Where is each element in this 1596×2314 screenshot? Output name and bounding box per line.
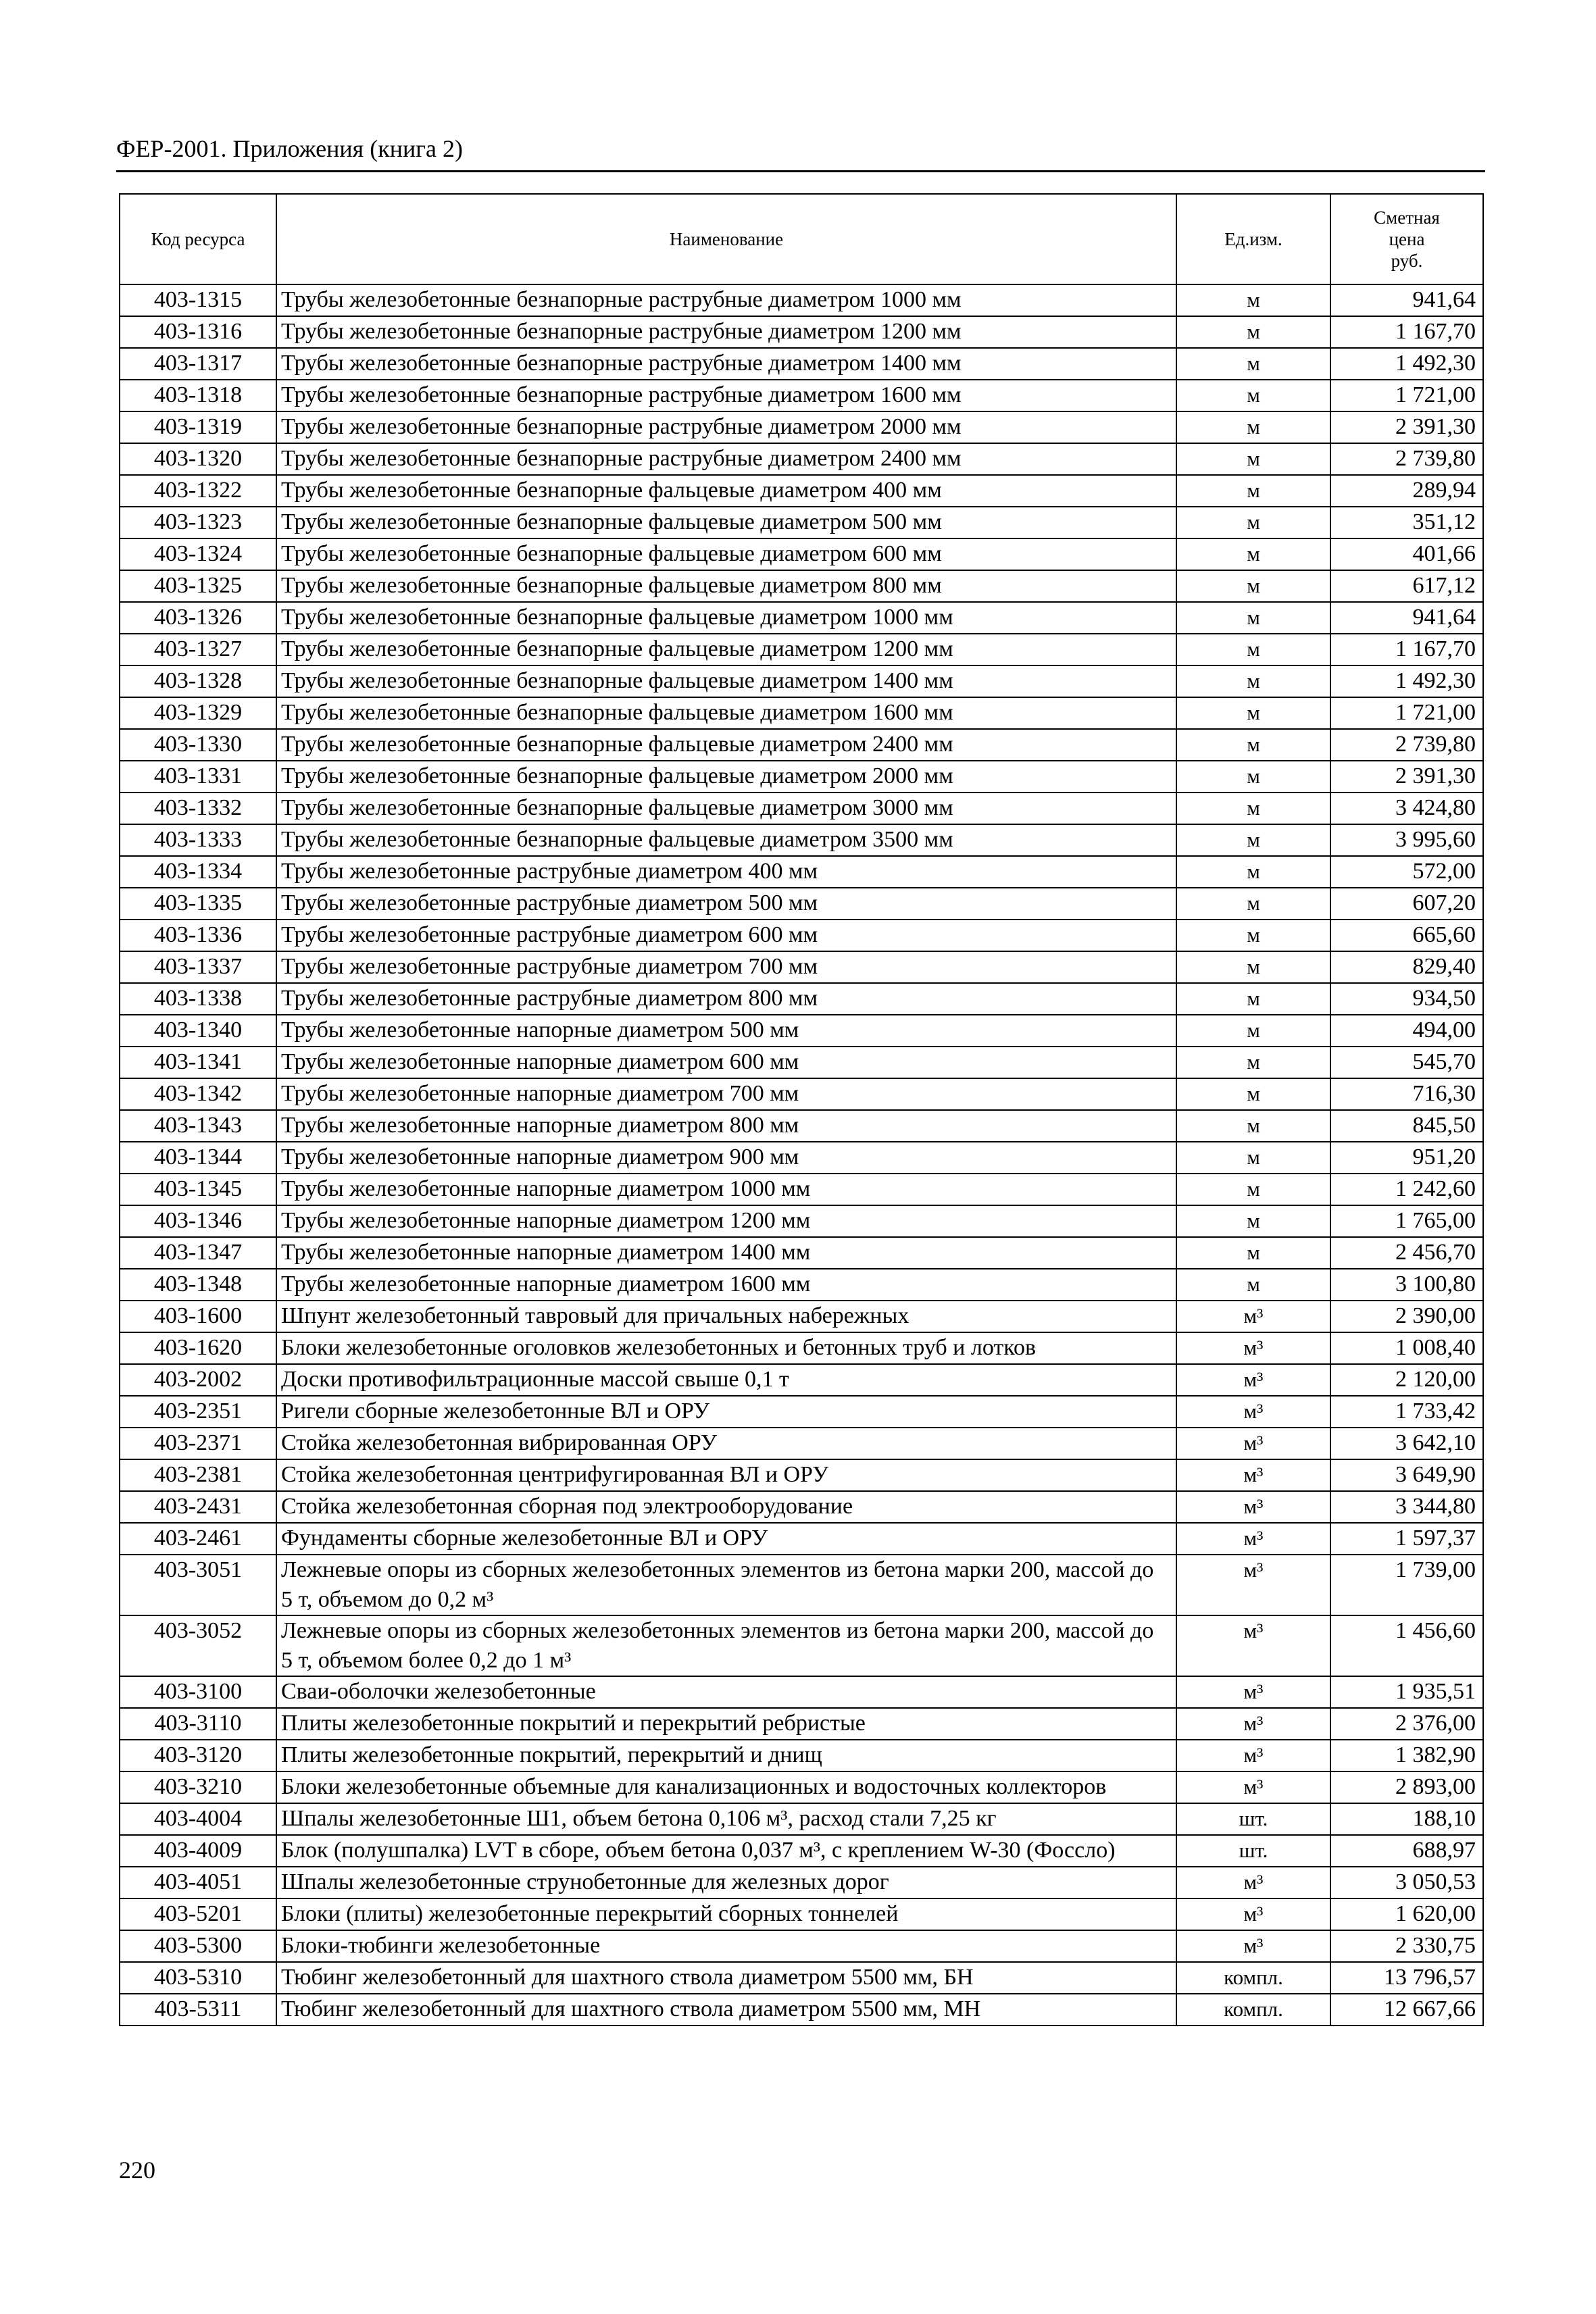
table-row <box>120 1174 1483 1205</box>
table-row <box>120 1364 1483 1396</box>
price-cell: 617,12 <box>1330 570 1483 602</box>
resource-name-cell: Лежневые опоры из сборных железобетонных элементов из бетона марки 200, массой до 5 т, объемом более 0,2 до 1 м³ <box>276 1615 1176 1676</box>
unit-cell: м <box>1176 1269 1330 1301</box>
price-cell: 3 344,80 <box>1330 1491 1483 1523</box>
price-cell: 1 620,00 <box>1330 1898 1483 1930</box>
price-cell: 12 667,66 <box>1330 1994 1483 2026</box>
table-row <box>120 1237 1483 1269</box>
unit-cell: м <box>1176 316 1330 348</box>
unit-cell: м³ <box>1176 1332 1330 1364</box>
resource-code-cell: 403-1316 <box>120 316 276 348</box>
resource-name-cell: Трубы железобетонные напорные диаметром 900 мм <box>276 1142 1176 1174</box>
price-cell: 351,12 <box>1330 507 1483 538</box>
price-cell: 1 721,00 <box>1330 697 1483 729</box>
resource-code-cell: 403-2431 <box>120 1491 276 1523</box>
resource-code-cell: 403-3210 <box>120 1771 276 1803</box>
price-cell: 607,20 <box>1330 888 1483 920</box>
resource-name-cell: Трубы железобетонные безнапорные раструбные диаметром 1600 мм <box>276 380 1176 411</box>
price-cell: 716,30 <box>1330 1078 1483 1110</box>
resource-name-cell: Плиты железобетонные покрытий, перекрытий и днищ <box>276 1740 1176 1771</box>
table-row <box>120 824 1483 856</box>
price-cell: 845,50 <box>1330 1110 1483 1142</box>
price-cell: 3 424,80 <box>1330 793 1483 824</box>
resource-code-cell: 403-1345 <box>120 1174 276 1205</box>
price-cell: 2 390,00 <box>1330 1301 1483 1332</box>
resource-name-cell: Фундаменты сборные железобетонные ВЛ и ОРУ <box>276 1523 1176 1555</box>
unit-cell: компл. <box>1176 1962 1330 1994</box>
table-row <box>120 1835 1483 1867</box>
table-row <box>120 761 1483 793</box>
resource-name-cell: Стойка железобетонная центрифугированная ВЛ и ОРУ <box>276 1459 1176 1491</box>
resource-name-cell: Плиты железобетонные покрытий и перекрытий ребристые <box>276 1708 1176 1740</box>
resource-name-cell: Трубы железобетонные напорные диаметром 1000 мм <box>276 1174 1176 1205</box>
resource-code-cell: 403-1347 <box>120 1237 276 1269</box>
table-row <box>120 983 1483 1015</box>
table-header-row <box>120 194 1483 284</box>
unit-cell: м <box>1176 665 1330 697</box>
resource-code-cell: 403-1315 <box>120 284 276 316</box>
table-row <box>120 634 1483 665</box>
resource-code-cell: 403-1331 <box>120 761 276 793</box>
resource-name-cell: Трубы железобетонные раструбные диаметром 400 мм <box>276 856 1176 888</box>
unit-cell: м³ <box>1176 1867 1330 1898</box>
unit-cell: м³ <box>1176 1459 1330 1491</box>
resource-code-cell: 403-1330 <box>120 729 276 761</box>
table-row <box>120 697 1483 729</box>
table-row <box>120 284 1483 316</box>
resource-code-cell: 403-1620 <box>120 1332 276 1364</box>
price-cell: 2 391,30 <box>1330 411 1483 443</box>
price-cell: 665,60 <box>1330 920 1483 951</box>
resource-name-cell: Трубы железобетонные безнапорные фальцевые диаметром 800 мм <box>276 570 1176 602</box>
table-row <box>120 951 1483 983</box>
resource-code-cell: 403-1326 <box>120 602 276 634</box>
table-row <box>120 1994 1483 2026</box>
resource-name-cell: Трубы железобетонные напорные диаметром 800 мм <box>276 1110 1176 1142</box>
unit-cell: м <box>1176 793 1330 824</box>
resource-code-cell: 403-1336 <box>120 920 276 951</box>
unit-cell: шт. <box>1176 1835 1330 1867</box>
unit-cell: м³ <box>1176 1301 1330 1332</box>
resource-name-cell: Доски противофильтрационные массой свыше 0,1 т <box>276 1364 1176 1396</box>
page-header: ФЕР-2001. Приложения (книга 2) <box>116 135 463 162</box>
resource-code-cell: 403-1340 <box>120 1015 276 1047</box>
resource-name-cell: Шпалы железобетонные струнобетонные для железных дорог <box>276 1867 1176 1898</box>
price-cell: 2 330,75 <box>1330 1930 1483 1962</box>
resource-code-cell: 403-4009 <box>120 1835 276 1867</box>
table-row <box>120 1615 1483 1676</box>
resource-code-cell: 403-1343 <box>120 1110 276 1142</box>
resource-code-cell: 403-1319 <box>120 411 276 443</box>
price-cell: 545,70 <box>1330 1047 1483 1078</box>
unit-cell: м <box>1176 761 1330 793</box>
table-row <box>120 411 1483 443</box>
unit-cell: м³ <box>1176 1523 1330 1555</box>
table-row <box>120 602 1483 634</box>
resource-name-cell: Блоки (плиты) железобетонные перекрытий сборных тоннелей <box>276 1898 1176 1930</box>
resource-name-cell: Шпалы железобетонные Ш1, объем бетона 0,106 м³, расход стали 7,25 кг <box>276 1803 1176 1835</box>
unit-cell: м <box>1176 507 1330 538</box>
unit-cell: м³ <box>1176 1676 1330 1708</box>
resource-name-cell: Трубы железобетонные раструбные диаметром 700 мм <box>276 951 1176 983</box>
table-row <box>120 1428 1483 1459</box>
price-cell: 1 739,00 <box>1330 1555 1483 1615</box>
resource-name-cell: Трубы железобетонные напорные диаметром 1400 мм <box>276 1237 1176 1269</box>
resource-name-cell: Тюбинг железобетонный для шахтного ствола диаметром 5500 мм, МН <box>276 1994 1176 2026</box>
unit-cell: м³ <box>1176 1740 1330 1771</box>
unit-cell: м <box>1176 1174 1330 1205</box>
price-cell: 934,50 <box>1330 983 1483 1015</box>
page-number: 220 <box>119 2157 155 2184</box>
table-row <box>120 665 1483 697</box>
resource-code-cell: 403-1348 <box>120 1269 276 1301</box>
resource-code-cell: 403-1341 <box>120 1047 276 1078</box>
table-row <box>120 888 1483 920</box>
price-cell: 188,10 <box>1330 1803 1483 1835</box>
table-row <box>120 1555 1483 1615</box>
resource-code-cell: 403-2371 <box>120 1428 276 1459</box>
unit-cell: м³ <box>1176 1396 1330 1428</box>
resource-code-cell: 403-5300 <box>120 1930 276 1962</box>
unit-cell: м <box>1176 1078 1330 1110</box>
resource-code-cell: 403-2002 <box>120 1364 276 1396</box>
unit-cell: м <box>1176 538 1330 570</box>
resource-code-cell: 403-1342 <box>120 1078 276 1110</box>
table-row <box>120 1110 1483 1142</box>
unit-cell: м <box>1176 951 1330 983</box>
price-cell: 1 492,30 <box>1330 665 1483 697</box>
resource-code-cell: 403-5310 <box>120 1962 276 1994</box>
unit-cell: м <box>1176 1015 1330 1047</box>
price-cell: 1 242,60 <box>1330 1174 1483 1205</box>
table-row <box>120 1898 1483 1930</box>
price-cell: 572,00 <box>1330 856 1483 888</box>
resource-code-cell: 403-1324 <box>120 538 276 570</box>
resource-code-cell: 403-1318 <box>120 380 276 411</box>
resource-name-cell: Лежневые опоры из сборных железобетонных элементов из бетона марки 200, массой до 5 т, объемом до 0,2 м³ <box>276 1555 1176 1615</box>
unit-cell: м <box>1176 634 1330 665</box>
resource-code-cell: 403-1323 <box>120 507 276 538</box>
price-cell: 289,94 <box>1330 475 1483 507</box>
resource-name-cell: Трубы железобетонные напорные диаметром 1600 мм <box>276 1269 1176 1301</box>
price-cell: 1 456,60 <box>1330 1615 1483 1676</box>
unit-cell: м <box>1176 1142 1330 1174</box>
table-row <box>120 1459 1483 1491</box>
price-cell: 1 382,90 <box>1330 1740 1483 1771</box>
price-cell: 2 739,80 <box>1330 729 1483 761</box>
table-row <box>120 1269 1483 1301</box>
unit-cell: м <box>1176 348 1330 380</box>
resource-code-cell: 403-1334 <box>120 856 276 888</box>
unit-cell: м³ <box>1176 1491 1330 1523</box>
resource-code-cell: 403-5201 <box>120 1898 276 1930</box>
unit-cell: м <box>1176 1047 1330 1078</box>
table-row <box>120 316 1483 348</box>
unit-cell: м <box>1176 411 1330 443</box>
price-cell: 951,20 <box>1330 1142 1483 1174</box>
unit-cell: шт. <box>1176 1803 1330 1835</box>
unit-cell: м³ <box>1176 1615 1330 1676</box>
price-cell: 13 796,57 <box>1330 1962 1483 1994</box>
column-header-unit: Ед.изм. <box>1176 194 1330 284</box>
column-header-price-line3: руб. <box>1391 251 1423 271</box>
unit-cell: м <box>1176 284 1330 316</box>
column-header-price-line1: Сметная <box>1374 207 1440 228</box>
unit-cell: компл. <box>1176 1994 1330 2026</box>
resource-name-cell: Шпунт железобетонный тавровый для причальных набережных <box>276 1301 1176 1332</box>
unit-cell: м <box>1176 570 1330 602</box>
price-cell: 3 100,80 <box>1330 1269 1483 1301</box>
resource-name-cell: Трубы железобетонные напорные диаметром 600 мм <box>276 1047 1176 1078</box>
resource-name-cell: Блоки-тюбинги железобетонные <box>276 1930 1176 1962</box>
unit-cell: м³ <box>1176 1898 1330 1930</box>
unit-cell: м <box>1176 475 1330 507</box>
price-cell: 1 167,70 <box>1330 634 1483 665</box>
resource-name-cell: Трубы железобетонные безнапорные фальцевые диаметром 1400 мм <box>276 665 1176 697</box>
resource-code-cell: 403-1344 <box>120 1142 276 1174</box>
price-cell: 2 893,00 <box>1330 1771 1483 1803</box>
unit-cell: м <box>1176 1237 1330 1269</box>
price-cell: 1 597,37 <box>1330 1523 1483 1555</box>
resource-code-cell: 403-1346 <box>120 1205 276 1237</box>
resource-code-cell: 403-1337 <box>120 951 276 983</box>
table-row <box>120 380 1483 411</box>
resource-name-cell: Трубы железобетонные безнапорные раструбные диаметром 1400 мм <box>276 348 1176 380</box>
table-row <box>120 793 1483 824</box>
unit-cell: м <box>1176 824 1330 856</box>
unit-cell: м <box>1176 888 1330 920</box>
price-cell: 688,97 <box>1330 1835 1483 1867</box>
unit-cell: м <box>1176 983 1330 1015</box>
resource-name-cell: Блок (полушпалка) LVT в сборе, объем бетона 0,037 м³, с креплением W-30 (Фоссло) <box>276 1835 1176 1867</box>
resource-code-cell: 403-3100 <box>120 1676 276 1708</box>
resource-name-cell: Тюбинг железобетонный для шахтного ствола диаметром 5500 мм, БН <box>276 1962 1176 1994</box>
resource-code-cell: 403-3120 <box>120 1740 276 1771</box>
price-table <box>119 193 1484 2026</box>
table-row <box>120 1708 1483 1740</box>
resource-name-cell: Стойка железобетонная сборная под электрооборудование <box>276 1491 1176 1523</box>
resource-code-cell: 403-4051 <box>120 1867 276 1898</box>
resource-name-cell: Трубы железобетонные безнапорные фальцевые диаметром 500 мм <box>276 507 1176 538</box>
resource-name-cell: Трубы железобетонные безнапорные фальцевые диаметром 400 мм <box>276 475 1176 507</box>
price-cell: 494,00 <box>1330 1015 1483 1047</box>
resource-name-cell: Стойка железобетонная вибрированная ОРУ <box>276 1428 1176 1459</box>
price-cell: 1 492,30 <box>1330 348 1483 380</box>
table-row <box>120 729 1483 761</box>
resource-code-cell: 403-1317 <box>120 348 276 380</box>
table-row <box>120 1047 1483 1078</box>
table-row <box>120 1740 1483 1771</box>
price-cell: 1 733,42 <box>1330 1396 1483 1428</box>
unit-cell: м <box>1176 602 1330 634</box>
resource-name-cell: Трубы железобетонные напорные диаметром 700 мм <box>276 1078 1176 1110</box>
price-cell: 1 167,70 <box>1330 316 1483 348</box>
table-row <box>120 538 1483 570</box>
price-cell: 1 935,51 <box>1330 1676 1483 1708</box>
table-row <box>120 920 1483 951</box>
resource-code-cell: 403-3110 <box>120 1708 276 1740</box>
price-cell: 1 721,00 <box>1330 380 1483 411</box>
table-row <box>120 1301 1483 1332</box>
resource-code-cell: 403-1329 <box>120 697 276 729</box>
column-header-name: Наименование <box>276 194 1176 284</box>
unit-cell: м³ <box>1176 1771 1330 1803</box>
resource-name-cell: Трубы железобетонные безнапорные фальцевые диаметром 2000 мм <box>276 761 1176 793</box>
resource-code-cell: 403-1333 <box>120 824 276 856</box>
unit-cell: м <box>1176 856 1330 888</box>
unit-cell: м <box>1176 1110 1330 1142</box>
resource-name-cell: Трубы железобетонные безнапорные фальцевые диаметром 3000 мм <box>276 793 1176 824</box>
table-row <box>120 1332 1483 1364</box>
table-row <box>120 1803 1483 1835</box>
resource-code-cell: 403-1320 <box>120 443 276 475</box>
resource-name-cell: Ригели сборные железобетонные ВЛ и ОРУ <box>276 1396 1176 1428</box>
price-cell: 2 456,70 <box>1330 1237 1483 1269</box>
price-cell: 941,64 <box>1330 602 1483 634</box>
resource-name-cell: Трубы железобетонные напорные диаметром 500 мм <box>276 1015 1176 1047</box>
resource-code-cell: 403-3052 <box>120 1615 276 1676</box>
table-row <box>120 348 1483 380</box>
header-rule <box>116 170 1485 172</box>
unit-cell: м <box>1176 729 1330 761</box>
price-cell: 2 739,80 <box>1330 443 1483 475</box>
resource-name-cell: Трубы железобетонные раструбные диаметром 600 мм <box>276 920 1176 951</box>
table-row <box>120 1962 1483 1994</box>
unit-cell: м <box>1176 697 1330 729</box>
resource-name-cell: Трубы железобетонные безнапорные фальцевые диаметром 1600 мм <box>276 697 1176 729</box>
table-row <box>120 1015 1483 1047</box>
price-cell: 3 050,53 <box>1330 1867 1483 1898</box>
table-row <box>120 475 1483 507</box>
unit-cell: м <box>1176 380 1330 411</box>
unit-cell: м³ <box>1176 1555 1330 1615</box>
resource-code-cell: 403-2351 <box>120 1396 276 1428</box>
price-cell: 2 391,30 <box>1330 761 1483 793</box>
table-row <box>120 1676 1483 1708</box>
unit-cell: м³ <box>1176 1428 1330 1459</box>
table-row <box>120 1771 1483 1803</box>
price-cell: 1 008,40 <box>1330 1332 1483 1364</box>
resource-code-cell: 403-5311 <box>120 1994 276 2026</box>
resource-name-cell: Трубы железобетонные безнапорные фальцевые диаметром 1200 мм <box>276 634 1176 665</box>
price-cell: 941,64 <box>1330 284 1483 316</box>
table-row <box>120 443 1483 475</box>
column-header-price-line2: цена <box>1389 229 1425 249</box>
column-header-price <box>1330 194 1483 284</box>
price-cell: 3 649,90 <box>1330 1459 1483 1491</box>
resource-code-cell: 403-1327 <box>120 634 276 665</box>
resource-name-cell: Трубы железобетонные безнапорные фальцевые диаметром 1000 мм <box>276 602 1176 634</box>
resource-code-cell: 403-1600 <box>120 1301 276 1332</box>
table-row <box>120 1205 1483 1237</box>
resource-name-cell: Трубы железобетонные безнапорные раструбные диаметром 2400 мм <box>276 443 1176 475</box>
column-header-code: Код ресурса <box>120 194 276 284</box>
table-row <box>120 507 1483 538</box>
price-cell: 829,40 <box>1330 951 1483 983</box>
resource-name-cell: Трубы железобетонные безнапорные раструбные диаметром 1000 мм <box>276 284 1176 316</box>
resource-name-cell: Трубы железобетонные безнапорные фальцевые диаметром 3500 мм <box>276 824 1176 856</box>
resource-name-cell: Блоки железобетонные объемные для канализационных и водосточных коллекторов <box>276 1771 1176 1803</box>
resource-name-cell: Трубы железобетонные безнапорные раструбные диаметром 1200 мм <box>276 316 1176 348</box>
unit-cell: м³ <box>1176 1708 1330 1740</box>
resource-code-cell: 403-1332 <box>120 793 276 824</box>
unit-cell: м <box>1176 1205 1330 1237</box>
unit-cell: м³ <box>1176 1364 1330 1396</box>
resource-name-cell: Трубы железобетонные безнапорные фальцевые диаметром 2400 мм <box>276 729 1176 761</box>
resource-name-cell: Трубы железобетонные раструбные диаметром 500 мм <box>276 888 1176 920</box>
table-row <box>120 1142 1483 1174</box>
resource-code-cell: 403-1328 <box>120 665 276 697</box>
resource-name-cell: Трубы железобетонные напорные диаметром 1200 мм <box>276 1205 1176 1237</box>
table-row <box>120 1867 1483 1898</box>
resource-code-cell: 403-1338 <box>120 983 276 1015</box>
table-row <box>120 570 1483 602</box>
table-row <box>120 1396 1483 1428</box>
resource-code-cell: 403-1322 <box>120 475 276 507</box>
unit-cell: м <box>1176 443 1330 475</box>
price-cell: 3 995,60 <box>1330 824 1483 856</box>
table-row <box>120 1523 1483 1555</box>
resource-name-cell: Трубы железобетонные безнапорные фальцевые диаметром 600 мм <box>276 538 1176 570</box>
resource-code-cell: 403-2381 <box>120 1459 276 1491</box>
resource-code-cell: 403-1325 <box>120 570 276 602</box>
table-row <box>120 1078 1483 1110</box>
table-row <box>120 1930 1483 1962</box>
resource-name-cell: Блоки железобетонные оголовков железобетонных и бетонных труб и лотков <box>276 1332 1176 1364</box>
table-row <box>120 856 1483 888</box>
table-row <box>120 1491 1483 1523</box>
resource-code-cell: 403-1335 <box>120 888 276 920</box>
resource-code-cell: 403-2461 <box>120 1523 276 1555</box>
price-cell: 1 765,00 <box>1330 1205 1483 1237</box>
resource-code-cell: 403-3051 <box>120 1555 276 1615</box>
price-cell: 3 642,10 <box>1330 1428 1483 1459</box>
resource-name-cell: Трубы железобетонные безнапорные раструбные диаметром 2000 мм <box>276 411 1176 443</box>
table-body <box>120 284 1483 2026</box>
unit-cell: м <box>1176 920 1330 951</box>
unit-cell: м³ <box>1176 1930 1330 1962</box>
resource-name-cell: Трубы железобетонные раструбные диаметром 800 мм <box>276 983 1176 1015</box>
price-cell: 2 376,00 <box>1330 1708 1483 1740</box>
resource-code-cell: 403-4004 <box>120 1803 276 1835</box>
resource-name-cell: Сваи-оболочки железобетонные <box>276 1676 1176 1708</box>
price-cell: 401,66 <box>1330 538 1483 570</box>
price-cell: 2 120,00 <box>1330 1364 1483 1396</box>
